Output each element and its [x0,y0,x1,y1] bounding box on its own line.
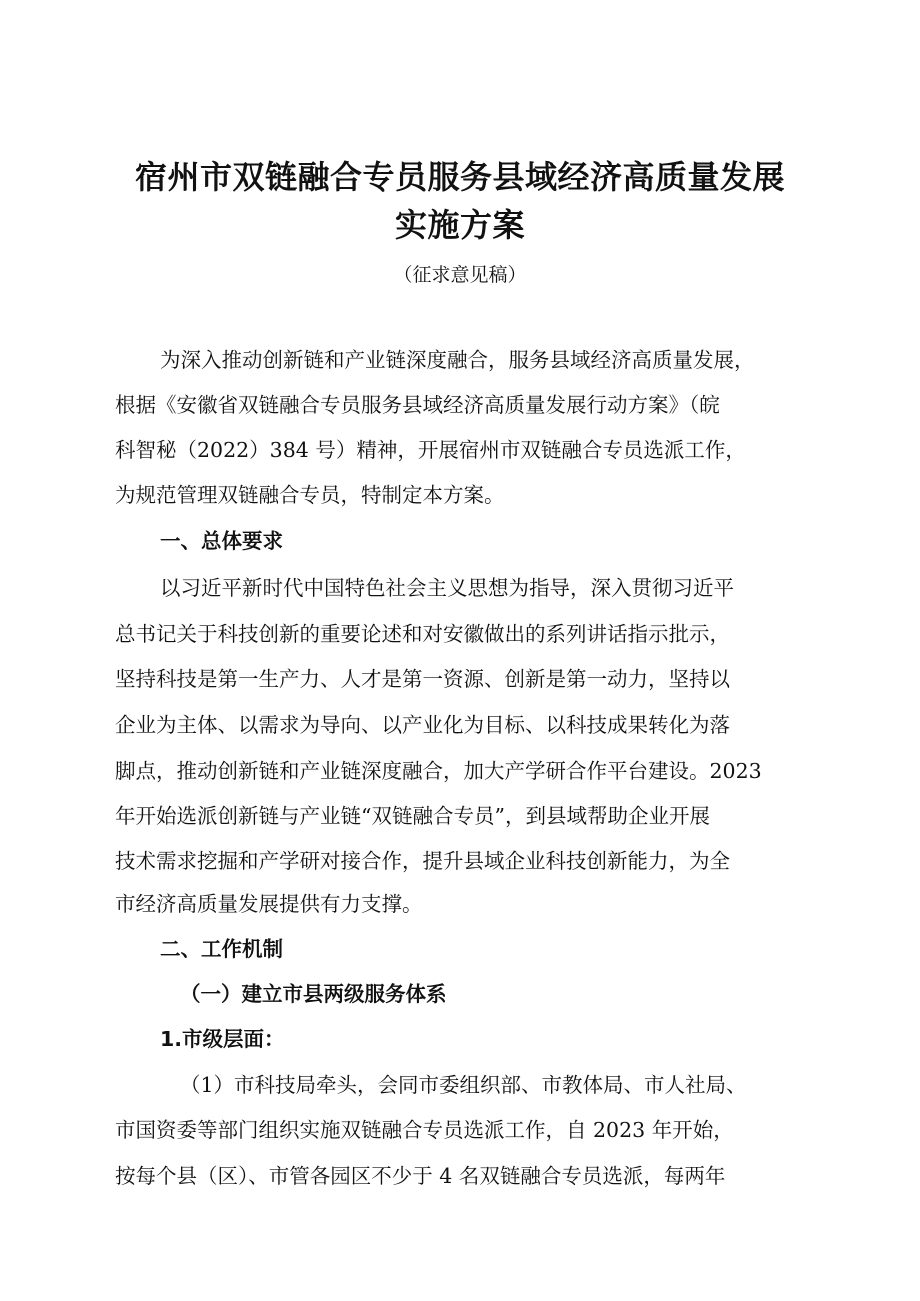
paragraph-line: 按每个县（区）、市管各园区不少于 4 名双链融合专员选派，每两年 [115,1164,726,1188]
paragraph-line: 市经济高质量发展提供有力支撑。 [115,892,423,916]
paragraph-line: 总书记关于科技创新的重要论述和对安徽做出的系列讲话指示批示， [115,622,730,646]
paragraph-line: （1）市科技局牵头，会同市委组织部、市教体局、市人社局、 [180,1073,747,1097]
paragraph-line: 企业为主体、以需求为导向、以产业化为目标、以科技成果转化为落 [115,713,730,737]
paragraph-line: 根据《安徽省双链融合专员服务县域经济高质量发展行动方案》（皖 [115,393,720,417]
paragraph-line: 坚持科技是第一生产力、人才是第一资源、创新是第一动力，坚持以 [115,667,730,691]
section-heading: 一、总体要求 [160,529,283,553]
document-subtitle: （征求意见稿） [393,264,527,286]
document-title-line-2: 实施方案 [394,206,525,244]
paragraph-line: 科智秘（2022）384 号）精神，开展宿州市双链融合专员选派工作， [115,438,746,462]
item-heading: 1.市级层面： [160,1027,285,1051]
document-title-line-1: 宿州市双链融合专员服务县域经济高质量发展 [134,158,785,196]
paragraph-line: 市国资委等部门组织实施双链融合专员选派工作，自 2023 年开始， [115,1118,734,1142]
subsection-heading: （一）建立市县两级服务体系 [180,982,447,1006]
paragraph-line: 为深入推动创新链和产业链深度融合，服务县域经济高质量发展， [160,348,755,372]
section-heading: 二、工作机制 [160,937,283,961]
paragraph-line: 脚点，推动创新链和产业链深度融合，加大产学研合作平台建设。2023 [115,759,762,783]
paragraph-line: 技术需求挖掘和产学研对接合作，提升县域企业科技创新能力，为全 [115,849,730,873]
paragraph-line: 为规范管理双链融合专员，特制定本方案。 [115,483,505,507]
paragraph-line: 以习近平新时代中国特色社会主义思想为指导，深入贯彻习近平 [160,576,734,600]
paragraph-line: 年开始选派创新链与产业链“双链融合专员”，到县域帮助企业开展 [115,804,710,828]
